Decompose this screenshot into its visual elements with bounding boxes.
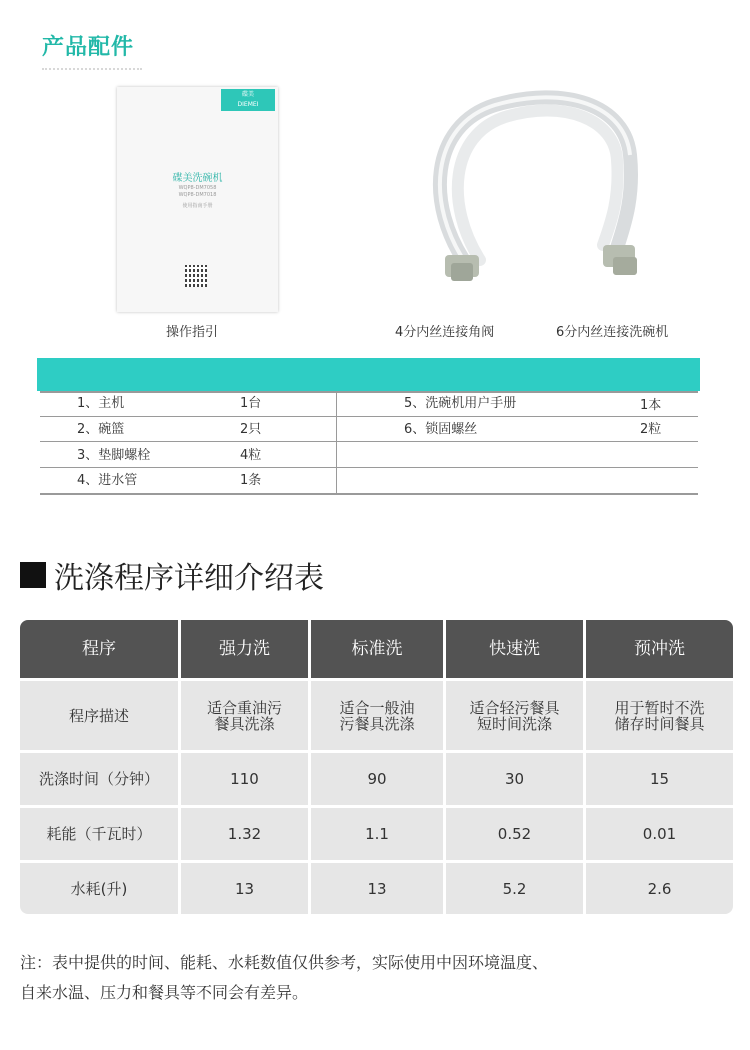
accessory-qty: 2粒	[640, 422, 662, 437]
accessory-name: 1、主机	[77, 396, 125, 411]
table-cell: 适合轻污餐具 短时间洗涤	[446, 681, 583, 750]
brand-en: DIEMEI	[237, 101, 259, 108]
table-header-cell: 快速洗	[446, 620, 583, 678]
accessory-qty: 1条	[240, 473, 262, 488]
row-label: 水耗(升)	[20, 863, 178, 914]
divider	[40, 441, 698, 442]
footnote-line-1: 注：表中提供的时间、能耗、水耗数值仅供参考，实际使用中因环境温度、	[20, 953, 549, 972]
title-underline	[42, 68, 142, 70]
manual-subtitle: 使用指南手册	[182, 203, 213, 209]
caption-manual: 操作指引	[166, 325, 219, 340]
table-header-cell: 强力洗	[181, 620, 308, 678]
table-header-cell: 预冲洗	[586, 620, 733, 678]
accessory-name: 4、进水管	[77, 473, 138, 488]
table-cell: 15	[586, 753, 733, 805]
table-cell: 30	[446, 753, 583, 805]
accessory-qty: 2只	[240, 422, 262, 437]
accessory-qty: 1本	[640, 398, 662, 413]
caption-hose-6: 6分内丝连接洗碗机	[556, 325, 669, 340]
footnote-line-2: 自来水温、压力和餐具等不同会有差异。	[20, 983, 309, 1002]
table-header-cell: 标准洗	[311, 620, 443, 678]
row-label: 程序描述	[20, 681, 178, 750]
water-hose-image	[425, 85, 670, 295]
program-table	[20, 620, 733, 914]
programs-title-text: 洗涤程序详细介绍表	[54, 561, 324, 596]
row-label: 洗涤时间（分钟）	[20, 753, 178, 805]
caption-hose-4: 4分内丝连接角阀	[395, 325, 495, 340]
divider	[40, 467, 698, 468]
table-cell: 13	[311, 863, 443, 914]
divider	[40, 416, 698, 417]
table-cell: 适合重油污 餐具洗涤	[181, 681, 308, 750]
square-bullet-icon	[20, 562, 46, 588]
row-label: 耗能（千瓦时）	[20, 808, 178, 860]
qr-code-overlay	[185, 265, 207, 287]
accessory-qty: 4粒	[240, 448, 262, 463]
table-header-cell: 程序	[20, 620, 178, 678]
table-cell: 90	[311, 753, 443, 805]
accessory-name: 2、碗篮	[77, 422, 125, 437]
accessory-name: 5、洗碗机用户手册	[404, 396, 517, 411]
section-title-programs	[20, 553, 324, 597]
accessory-name: 6、锁固螺丝	[404, 422, 478, 437]
table-cell: 1.1	[311, 808, 443, 860]
table-cell: 1.32	[181, 808, 308, 860]
table-cell: 适合一般油 污餐具洗涤	[311, 681, 443, 750]
table-cell: 用于暂时不洗 储存时间餐具	[586, 681, 733, 750]
brand-cn: 碟美	[241, 91, 254, 98]
accessory-list-header-bar	[37, 358, 700, 391]
manual-model-1: WQP8-DM7058	[178, 185, 217, 191]
table-cell: 0.01	[586, 808, 733, 860]
table-cell: 13	[181, 863, 308, 914]
accessory-qty: 1台	[240, 396, 262, 411]
table-cell: 2.6	[586, 863, 733, 914]
manual-booklet-image	[117, 87, 278, 312]
divider	[336, 393, 337, 493]
table-cell: 110	[181, 753, 308, 805]
accessory-name: 3、垫脚螺栓	[77, 448, 151, 463]
table-cell: 0.52	[446, 808, 583, 860]
manual-model-2: WQP8-DM7018	[178, 192, 217, 198]
brand-logo	[221, 89, 275, 111]
divider	[40, 391, 698, 393]
table-cell: 5.2	[446, 863, 583, 914]
manual-title: 碟美洗碗机	[172, 173, 223, 184]
section-title-accessories: 产品配件	[42, 35, 135, 60]
divider	[40, 493, 698, 495]
